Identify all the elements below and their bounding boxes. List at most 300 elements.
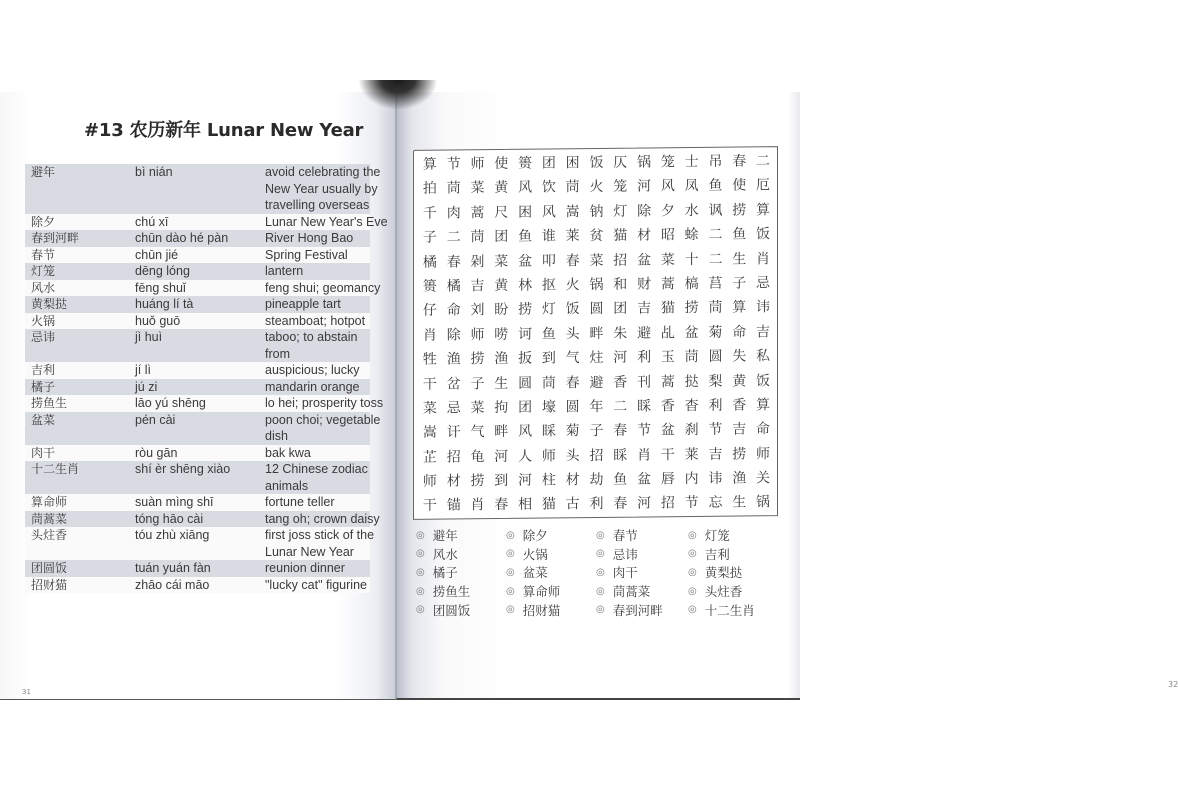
circle-bullet-icon: ◎ — [596, 566, 605, 578]
table-row — [25, 263, 370, 280]
hanzi-cell — [25, 478, 135, 495]
english-cell: Lunar New Year's Eve — [265, 214, 388, 229]
hanzi-cell: 春到河畔 — [31, 231, 80, 245]
hanzi-cell: 橘子 — [31, 379, 56, 394]
table-row — [25, 329, 370, 346]
table-row — [25, 461, 370, 478]
grid-cell: 吉 — [708, 446, 723, 463]
pinyin-cell: tuán yuán fàn — [135, 561, 211, 575]
word-label: 算命师 — [522, 584, 561, 600]
circle-bullet-icon: ◎ — [416, 548, 425, 560]
grid-cell: 团 — [541, 155, 556, 172]
grid-cell: 子 — [589, 423, 604, 440]
english-cell: steamboat; hotpot — [265, 313, 366, 328]
table-row — [25, 428, 370, 445]
grid-cell: 芷 — [422, 449, 437, 466]
grid-cell: 菜 — [422, 400, 437, 417]
grid-cell: 讦 — [446, 424, 461, 441]
english-cell: pineapple tart — [265, 297, 341, 311]
grid-cell: 生 — [732, 250, 747, 268]
grid-cell: 渔 — [732, 470, 747, 487]
grid-cell: 捞 — [470, 351, 485, 368]
grid-cell: 吉 — [470, 278, 485, 295]
grid-cell: 岔 — [446, 375, 461, 393]
word-label: 灯笼 — [704, 528, 730, 544]
word-label: 捞鱼生 — [432, 584, 471, 600]
grid-cell: 生 — [732, 494, 747, 512]
table-row — [25, 362, 370, 379]
english-cell: taboo; to abstain — [265, 330, 358, 344]
grid-cell: 算 — [756, 201, 771, 219]
circle-bullet-icon: ◎ — [688, 566, 697, 578]
pinyin-cell: pén cài — [135, 412, 176, 427]
grid-cell: 盆 — [637, 471, 652, 488]
grid-cell: 刹 — [684, 422, 699, 439]
left-page — [0, 92, 396, 700]
word-list-item — [688, 582, 778, 601]
circle-bullet-icon: ◎ — [506, 604, 515, 616]
word-list-item — [416, 563, 506, 582]
table-row — [25, 395, 384, 412]
word-label: 春节 — [612, 528, 638, 544]
grid-cell: 畔 — [494, 424, 509, 441]
grid-cell: 失 — [732, 348, 747, 365]
circle-bullet-icon: ◎ — [506, 548, 515, 560]
word-list-item — [416, 600, 506, 619]
grid-cell: 橘 — [446, 278, 461, 295]
hanzi-cell: 头炷香 — [31, 528, 68, 542]
grid-cell: 饭 — [756, 226, 771, 243]
grid-cell: 招 — [613, 252, 628, 269]
english-cell: from — [265, 346, 290, 361]
grid-cell: 锅 — [756, 494, 771, 511]
circle-bullet-icon: ◎ — [596, 585, 605, 597]
grid-cell: 节 — [446, 156, 461, 173]
grid-cell: 锅 — [589, 276, 604, 294]
hanzi-cell: 黄梨挞 — [31, 297, 68, 311]
grid-cell: 使 — [494, 155, 509, 173]
hanzi-cell — [25, 428, 135, 445]
grid-cell: 风 — [660, 178, 675, 195]
pinyin-cell: chūn jié — [135, 247, 179, 262]
grid-cell: 材 — [446, 473, 461, 490]
grid-cell: 畔 — [589, 325, 604, 342]
grid-cell: 槁 — [684, 275, 699, 293]
grid-cell: 睬 — [541, 423, 556, 440]
word-list-item — [596, 545, 688, 564]
pinyin-cell: suàn mìng shī — [135, 495, 214, 509]
grid-cell: 谁 — [541, 228, 556, 245]
grid-cell: 肉 — [446, 205, 461, 222]
english-cell: avoid celebrating the — [265, 165, 381, 179]
grid-cell: 师 — [422, 473, 437, 490]
grid-cell: 嵩 — [422, 424, 437, 442]
english-cell: River Hong Bao — [265, 231, 354, 245]
english-cell: fortune teller — [265, 495, 335, 509]
grid-cell: 劫 — [589, 471, 604, 489]
grid-cell: 莒 — [708, 275, 723, 292]
grid-cell: 肖 — [637, 447, 652, 464]
grid-cell: 杳 — [684, 397, 699, 414]
grid-cell: 刘 — [470, 302, 485, 319]
word-list-item — [688, 545, 778, 564]
word-list-item — [506, 526, 596, 545]
grid-cell: 利 — [708, 397, 723, 414]
grid-cell: 厄 — [756, 177, 771, 194]
grid-cell: 忌 — [756, 275, 771, 292]
hanzi-cell: 盆菜 — [31, 412, 56, 427]
word-list-item — [688, 600, 778, 619]
vocabulary-table — [25, 164, 388, 593]
grid-cell: 盆 — [684, 324, 699, 341]
grid-cell: 吉 — [756, 323, 771, 341]
grid-cell: 朱 — [613, 325, 628, 342]
grid-cell: 节 — [708, 421, 723, 439]
grid-cell: 黄 — [494, 180, 509, 197]
table-row — [25, 164, 381, 181]
table-row — [25, 445, 370, 462]
grid-cell: 茼 — [541, 374, 556, 392]
hanzi-cell: 除夕 — [31, 214, 56, 229]
grid-cell: 二 — [613, 398, 628, 415]
word-label: 团圆饭 — [432, 602, 471, 618]
table-row — [25, 511, 380, 528]
pinyin-cell: jí lì — [135, 363, 151, 377]
grid-cell: 篑 — [422, 278, 437, 295]
grid-cell: 柱 — [541, 472, 556, 489]
grid-cell: 饭 — [756, 372, 771, 389]
pinyin-cell: ròu gān — [135, 445, 178, 460]
grid-cell: 吉 — [732, 421, 747, 438]
english-cell: bak kwa — [265, 445, 311, 460]
word-label: 忌讳 — [612, 546, 638, 562]
pinyin-cell: jú zi — [135, 379, 158, 394]
word-list-item — [596, 600, 688, 619]
grid-cell: 二 — [756, 153, 771, 170]
table-row — [25, 478, 370, 495]
word-label: 盆菜 — [522, 565, 548, 581]
grid-cell: 黄 — [732, 372, 747, 390]
hanzi-cell: 茼蒿菜 — [31, 511, 68, 526]
grid-cell: 干 — [660, 446, 675, 464]
grid-cell: 风 — [518, 180, 533, 197]
word-label: 风水 — [432, 546, 458, 562]
grid-cell: 唠 — [494, 326, 509, 343]
hanzi-cell: 十二生肖 — [31, 462, 80, 476]
english-cell: "lucky cat" figurine — [265, 577, 367, 592]
grid-cell: 鱼 — [732, 226, 747, 243]
grid-cell: 二 — [708, 226, 723, 243]
grid-cell: 盆 — [660, 422, 675, 439]
grid-cell: 唇 — [660, 471, 675, 488]
grid-cell: 睬 — [613, 447, 628, 464]
grid-cell: 菜 — [494, 253, 509, 270]
grid-cell: 乩 — [660, 324, 675, 342]
grid-cell: 嵩 — [565, 203, 580, 221]
grid-cell: 士 — [684, 153, 699, 171]
grid-cell: 仔 — [422, 303, 437, 320]
grid-cell: 捞 — [732, 202, 747, 219]
grid-cell: 蜍 — [684, 227, 699, 244]
english-cell: Spring Festival — [265, 247, 348, 262]
grid-cell: 茼 — [470, 229, 485, 246]
grid-cell: 利 — [637, 349, 652, 366]
word-list-item — [506, 582, 596, 601]
english-cell: first joss stick of the — [265, 528, 375, 542]
hanzi-cell: 灯笼 — [31, 264, 56, 278]
english-cell: 12 Chinese zodiac — [265, 462, 368, 476]
grid-cell: 盆 — [637, 251, 652, 269]
grid-cell: 扳 — [518, 350, 533, 367]
word-label: 吉利 — [704, 546, 730, 562]
grid-cell: 避 — [637, 325, 652, 342]
english-cell: animals — [265, 478, 309, 493]
gutter-shadow — [358, 80, 438, 110]
english-cell: tang oh; crown daisy — [265, 511, 380, 526]
grid-cell: 困 — [518, 204, 533, 221]
english-cell: poon choi; vegetable — [265, 412, 381, 427]
english-cell: auspicious; lucky — [265, 363, 360, 377]
grid-cell: 命 — [756, 421, 771, 438]
word-label: 头炷香 — [704, 584, 743, 600]
pinyin-cell — [135, 478, 265, 495]
grid-cell: 睬 — [637, 398, 652, 415]
pinyin-cell: chú xī — [135, 214, 169, 229]
grid-cell: 壕 — [541, 399, 556, 416]
hanzi-cell: 忌讳 — [31, 330, 56, 344]
table-row — [25, 197, 370, 214]
grid-cell: 剁 — [470, 253, 485, 270]
grid-cell: 圆 — [518, 375, 533, 392]
grid-cell: 材 — [637, 227, 652, 244]
word-label: 火锅 — [522, 546, 548, 562]
word-label: 招财猫 — [522, 602, 561, 618]
grid-cell: 春 — [446, 253, 461, 271]
word-list-item — [506, 545, 596, 564]
grid-cell: 吊 — [708, 153, 723, 170]
hanzi-cell: 避年 — [31, 165, 56, 179]
grid-cell: 蒿 — [660, 276, 675, 293]
table-row — [25, 494, 370, 511]
grid-cell: 吉 — [637, 300, 652, 317]
grid-cell: 饭 — [589, 154, 604, 172]
grid-cell: 团 — [494, 229, 509, 246]
grid-cell: 春 — [565, 374, 580, 391]
grid-cell: 内 — [684, 470, 699, 488]
grid-cell: 菜 — [589, 252, 604, 269]
grid-cell: 节 — [637, 422, 652, 439]
grid-cell: 捞 — [732, 446, 747, 463]
grid-cell: 莱 — [565, 228, 580, 245]
grid-cell: 菊 — [708, 324, 723, 341]
word-list — [416, 526, 776, 619]
page-number-right: 32 — [1168, 680, 1178, 689]
grid-cell: 团 — [518, 399, 533, 416]
grid-cell: 夕 — [660, 202, 675, 220]
grid-cell: 招 — [446, 449, 461, 466]
table-row — [25, 560, 370, 577]
circle-bullet-icon: ◎ — [688, 604, 697, 616]
grid-cell: 凤 — [684, 178, 699, 195]
grid-cell: 二 — [446, 229, 461, 246]
grid-cell: 命 — [446, 302, 461, 319]
grid-cell: 私 — [756, 348, 771, 365]
circle-bullet-icon: ◎ — [416, 585, 425, 597]
grid-cell: 拍 — [422, 181, 437, 198]
grid-cell: 财 — [637, 276, 652, 293]
grid-cell: 讽 — [708, 202, 723, 219]
grid-cell: 河 — [637, 495, 652, 513]
grid-cell: 渔 — [446, 351, 461, 368]
grid-cell: 头 — [565, 447, 580, 464]
grid-cell: 捞 — [684, 300, 699, 317]
hanzi-cell: 招财猫 — [31, 577, 68, 592]
pinyin-cell: tóng hāo cài — [135, 511, 204, 526]
grid-cell: 算 — [422, 156, 437, 173]
grid-cell: 拘 — [494, 399, 509, 416]
grid-cell: 到 — [541, 350, 556, 367]
grid-cell: 河 — [494, 448, 509, 465]
word-list-item — [596, 563, 688, 582]
grid-cell: 菜 — [470, 180, 485, 197]
grid-cell: 锚 — [446, 497, 461, 515]
grid-cell: 菜 — [470, 400, 485, 417]
pinyin-cell: tóu zhù xiāng — [135, 528, 210, 542]
grid-cell: 莱 — [684, 446, 699, 463]
grid-cell: 诃 — [518, 326, 533, 343]
grid-cell: 生 — [494, 375, 509, 392]
pinyin-cell — [135, 544, 265, 561]
grid-cell: 春 — [565, 252, 580, 269]
grid-cell: 子 — [732, 275, 747, 292]
grid-cell: 渔 — [494, 351, 509, 368]
grid-cell: 忘 — [708, 495, 723, 512]
english-cell: lo hei; prosperity toss — [265, 396, 384, 410]
word-label: 肉干 — [612, 565, 638, 581]
hanzi-cell: 吉利 — [31, 363, 56, 377]
grid-cell: 蒿 — [660, 373, 675, 390]
table-row — [25, 544, 370, 561]
table-row — [25, 379, 370, 396]
english-cell: reunion dinner — [265, 561, 345, 575]
grid-cell: 十 — [684, 251, 699, 268]
grid-cell: 水 — [684, 202, 699, 219]
grid-cell: 年 — [589, 398, 604, 415]
circle-bullet-icon: ◎ — [416, 604, 425, 616]
english-cell: mandarin orange — [265, 379, 360, 394]
grid-cell: 茼 — [684, 349, 699, 366]
table-row — [25, 230, 370, 247]
table-row — [25, 527, 375, 544]
circle-bullet-icon: ◎ — [416, 566, 425, 578]
word-list-item — [416, 545, 506, 564]
grid-cell: 火 — [589, 179, 604, 196]
grid-cell: 讳 — [708, 470, 723, 487]
word-search-box — [413, 146, 778, 520]
circle-bullet-icon: ◎ — [688, 585, 697, 597]
pinyin-cell: zhāo cái māo — [135, 577, 210, 592]
grid-cell: 猫 — [541, 496, 556, 514]
grid-cell: 圆 — [589, 301, 604, 318]
grid-cell: 干 — [422, 376, 437, 393]
word-label: 十二生肖 — [704, 602, 755, 618]
grid-cell: 鱼 — [708, 178, 723, 195]
grid-cell: 圆 — [708, 348, 723, 365]
word-search-grid — [418, 149, 775, 519]
grid-cell: 气 — [470, 424, 485, 441]
hanzi-cell: 肉干 — [31, 445, 56, 460]
grid-cell: 尺 — [494, 204, 509, 221]
grid-cell: 抠 — [541, 277, 556, 294]
grid-cell: 利 — [589, 496, 604, 513]
grid-cell: 灯 — [613, 203, 628, 220]
grid-cell: 蒿 — [470, 204, 485, 222]
word-label: 避年 — [432, 528, 458, 544]
table-row — [25, 577, 370, 594]
circle-bullet-icon: ◎ — [596, 604, 605, 616]
pinyin-cell: huǒ guō — [135, 313, 181, 328]
grid-cell: 算 — [756, 397, 771, 414]
grid-cell: 橘 — [422, 254, 437, 271]
pinyin-cell: chūn dào hé pàn — [135, 231, 229, 245]
grid-cell: 春 — [613, 496, 628, 513]
grid-cell: 材 — [565, 472, 580, 489]
grid-cell: 饭 — [565, 301, 580, 318]
grid-cell: 饮 — [541, 179, 556, 196]
grid-cell: 风 — [541, 204, 556, 221]
grid-cell: 茼 — [708, 300, 723, 317]
grid-cell: 古 — [565, 496, 580, 513]
grid-cell: 头 — [565, 325, 580, 343]
word-list-item — [688, 563, 778, 582]
circle-bullet-icon: ◎ — [688, 548, 697, 560]
english-cell: New Year usually by — [265, 181, 378, 196]
grid-cell: 猫 — [613, 227, 628, 244]
hanzi-cell: 火锅 — [31, 313, 56, 328]
hanzi-cell — [25, 346, 135, 363]
pinyin-cell — [135, 346, 265, 363]
circle-bullet-icon: ◎ — [688, 529, 697, 541]
grid-cell: 鱼 — [541, 326, 556, 343]
grid-cell: 春 — [494, 497, 509, 514]
grid-cell: 菊 — [565, 423, 580, 440]
grid-cell: 笼 — [613, 179, 628, 196]
grid-cell: 干 — [422, 498, 437, 515]
grid-cell: 师 — [756, 445, 771, 463]
word-list-item — [416, 582, 506, 601]
grid-cell: 气 — [565, 350, 580, 367]
grid-cell: 算 — [732, 299, 747, 316]
hanzi-cell: 春节 — [31, 247, 56, 262]
grid-cell: 河 — [518, 472, 533, 489]
grid-cell: 除 — [637, 203, 652, 220]
grid-cell: 招 — [660, 495, 675, 512]
circle-bullet-icon: ◎ — [596, 529, 605, 541]
grid-cell: 香 — [732, 397, 747, 414]
english-cell: travelling overseas — [265, 198, 370, 212]
circle-bullet-icon: ◎ — [596, 548, 605, 560]
word-label: 除夕 — [522, 528, 548, 544]
grid-cell: 捞 — [470, 473, 485, 490]
grid-cell: 叩 — [541, 252, 556, 270]
page-title: #13 农历新年 Lunar New Year — [84, 120, 364, 141]
hanzi-cell — [25, 197, 135, 214]
grid-cell: 仄 — [613, 154, 628, 171]
grid-cell: 千 — [422, 205, 437, 222]
hanzi-cell: 风水 — [31, 280, 56, 295]
grid-cell: 相 — [518, 497, 533, 514]
table-row — [25, 346, 370, 363]
